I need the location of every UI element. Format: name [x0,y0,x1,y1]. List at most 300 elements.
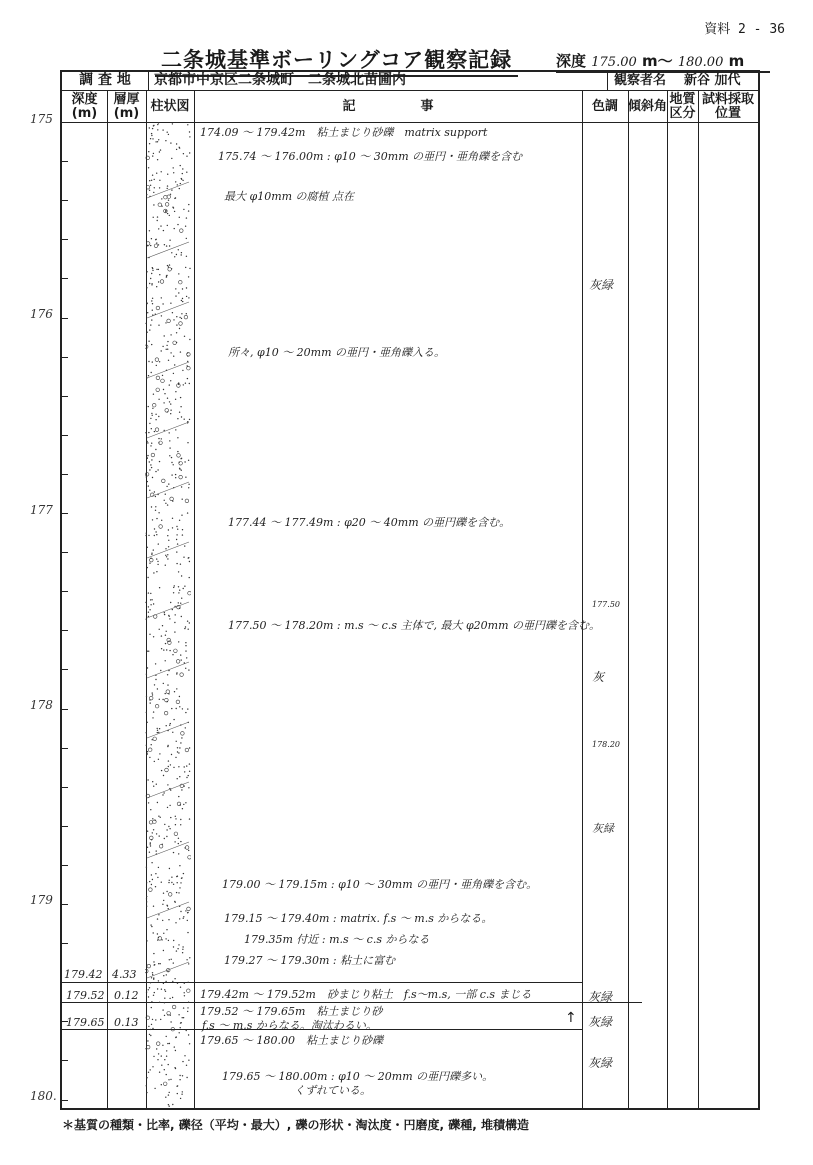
lithology-grain [151,133,152,134]
lithology-grain [182,708,183,709]
lithology-grain [189,1043,190,1044]
lithology-grain [185,383,186,384]
lithology-grain [187,366,191,370]
lithology-grain [148,485,149,486]
lithology-grain [150,324,151,325]
lithology-grain [184,766,185,767]
lithology-grain [151,344,152,345]
lithology-grain [146,901,147,902]
lithology-grain [171,754,172,755]
lithology-grain [172,312,173,313]
layer-thickness-1: 4.33 [112,968,137,981]
lithology-grain [166,974,167,975]
lithology-grain [159,151,160,152]
lithology-grain [151,300,152,301]
lithology-grain [146,896,147,897]
lithology-grain [154,187,155,188]
lithology-grain [185,910,186,911]
lithology-grain [176,741,177,742]
lithology-grain [149,987,150,988]
lithology-grain [164,614,165,615]
lithology-grain [184,995,185,996]
description-line: 179.15 〜 179.40m : matrix. f.s 〜 m.s からなる。 [224,912,493,925]
lithology-grain [159,180,160,181]
lithology-hatch [147,182,189,198]
lithology-grain [181,486,182,487]
lithology-grain [147,455,148,456]
lithology-grain [170,334,171,335]
lithology-grain [155,1019,156,1020]
lithology-grain [188,1002,189,1003]
lithology-grain [146,745,147,746]
description-line: 179.35m 付近 : m.s 〜 c.s からなる [244,933,430,946]
lithology-grain [155,886,156,887]
lithology-grain [162,1045,163,1046]
depth-tick [60,474,68,475]
depth-column-divider [107,90,108,1108]
lithology-grain [184,586,185,587]
lithology-grain [149,180,150,181]
lithology-grain [176,534,177,535]
lithology-grain [188,856,191,860]
lithology-grain [159,753,160,754]
lithology-grain [167,535,168,536]
lithology-grain [151,372,152,373]
lithology-grain [176,892,177,893]
lithology-grain [157,216,158,217]
lithology-grain [174,631,175,632]
lithology-grain [174,691,175,692]
lithology-grain [150,418,151,419]
lithology-grain [175,824,176,825]
margin-depth-176: 176 [30,307,53,321]
lithology-grain [175,399,176,400]
lithology-grain [158,244,159,245]
lithology-grain [176,332,177,333]
lithology-grain [186,287,187,288]
lithology-grain [152,403,156,407]
lithology-grain [184,983,185,984]
lithology-grain [160,149,161,150]
lithology-grain [146,1085,147,1086]
lithology-grain [151,599,152,600]
lithology-grain [172,1005,176,1009]
lithology-grain [168,546,169,547]
lithology-grain [167,195,171,199]
lithology-grain [151,1007,152,1008]
lithology-grain [148,989,149,990]
color-boundary-depth: 178.20 [592,740,620,749]
lithology-grain [164,998,165,999]
lithology-grain [165,698,169,702]
lithology-grain [151,443,152,444]
lithology-grain [161,1065,162,1066]
lithology-grain [178,843,179,844]
lithology-grain [188,204,189,205]
lithology-grain [187,512,188,513]
lithology-grain [147,831,148,832]
lithology-grain [171,189,172,190]
lithology-grain [189,131,190,132]
lithology-grain [161,1084,162,1085]
lithology-grain [173,341,177,345]
lithology-grain [148,341,149,342]
lithology-grain [176,316,177,317]
lithology-grain [175,816,176,817]
lithology-grain [187,352,188,353]
lithology-grain [178,571,179,572]
lithology-grain [182,1061,183,1062]
depth-tick [60,709,68,710]
lithology-grain [157,124,158,125]
depth-label: 深度 [556,52,587,70]
lithology-grain [181,416,182,417]
lithology-grain [182,288,183,289]
lithology-grain [187,1007,188,1008]
lithology-grain [184,628,185,629]
lithology-grain [148,592,149,593]
lithology-grain [170,142,171,143]
lithology-grain [170,303,171,304]
lithology-grain [163,683,164,684]
lithology-grain [187,621,188,622]
lithology-grain [176,673,177,674]
color-boundary-depth: 177.50 [592,600,620,609]
depth-tick [60,630,68,631]
lithology-grain [180,1098,181,1099]
description-line: 179.52 〜 179.65m 粘土まじり砂 [200,1005,383,1018]
lithology-grain [179,706,180,707]
lithology-grain [179,590,180,591]
lithology-grain [167,784,168,785]
lithology-grain [149,757,150,758]
lithology-grain [182,1017,183,1018]
lithology-grain [180,882,181,883]
lithology-grain [188,1060,189,1061]
lithology-grain [175,197,176,198]
lithology-grain [146,242,150,246]
lithology-grain [170,602,171,603]
lithology-grain [158,980,159,981]
lithology-grain [185,626,186,627]
lithology-grain [152,879,153,880]
lithology-grain [175,477,176,478]
lithology-grain [168,1094,169,1095]
description-line: 177.44 〜 177.49m : φ20 〜 40mm の亜円礫を含む。 [228,516,511,529]
lithology-grain [156,239,157,240]
lithology-grain [186,313,187,314]
lithology-grain [180,564,181,565]
lithology-grain [153,217,154,218]
lithology-grain [164,1015,165,1016]
lithology-grain [149,283,150,284]
lithology-grain [186,765,187,766]
lithology-grain [168,919,169,920]
lithology-grain [184,847,185,848]
lithology-grain [172,997,173,998]
layer-boundary-1 [62,982,582,983]
lithology-grain [154,535,155,536]
lithology-grain [164,335,165,336]
lithology-grain [153,572,154,573]
depth-header: 深度 (m) [71,92,98,121]
lithology-grain [188,669,189,670]
lithology-grain [161,379,165,383]
lithology-grain [170,764,171,765]
lithology-grain [164,1059,165,1060]
lithology-grain [162,844,163,845]
lithology-grain [166,1036,167,1037]
lithology-grain [189,419,190,420]
lithology-grain [148,1072,149,1073]
lithology-grain [175,295,176,296]
lithology-grain [171,462,172,463]
lithology-grain [163,389,164,390]
lithology-grain [158,543,159,544]
depth-tick [60,748,68,749]
lithology-grain [153,829,154,830]
lithology-grain [149,461,150,462]
site-label-divider [148,72,149,90]
lithology-grain [158,914,159,915]
lithology-grain [158,325,159,326]
lithology-grain [160,1019,161,1020]
lithology-grain [156,784,157,785]
lithology-grain [179,328,180,329]
observer-divider [607,72,608,90]
lithology-hatch [147,242,189,258]
lithology-grain [174,832,178,836]
lithology-grain [169,384,170,385]
lithology-grain [150,138,151,139]
lithology-grain [169,880,170,881]
lithology-grain [177,529,178,530]
lithology-grain [152,692,153,693]
lithology-grain [175,391,176,392]
lithology-grain [152,361,153,362]
lithology-grain [169,215,170,216]
lithology-grain [160,225,161,226]
lithology-grain [181,575,182,576]
lithology-grain [151,135,152,136]
description-line: f.s 〜 m.s からなる。淘汰わるい。 [202,1019,377,1032]
lithology-grain [188,210,189,211]
lithology-grain [189,577,190,578]
lithology-grain [183,873,184,874]
lithology-grain [167,174,168,175]
lithology-grain [153,906,154,907]
lithology-grain [182,370,183,371]
lithology-grain [185,267,186,268]
lithology-grain [159,699,160,700]
lithology-grain [180,406,181,407]
lithology-grain [147,751,148,752]
dip-header: 傾斜角 [628,99,668,114]
lithology-grain [188,276,189,277]
lithology-grain [177,948,178,949]
lithology-grain [172,1104,173,1105]
lithology-grain [150,702,151,703]
lithology-grain [166,929,167,930]
description-line: くずれている。 [294,1084,371,1097]
lithology-grain [166,905,167,906]
lithology-grain [186,657,187,658]
lithology-grain [155,510,156,511]
margin-depth-179: 179 [30,893,53,907]
lithology-grain [182,298,183,299]
lithology-grain [154,820,155,821]
lithology-grain [171,457,172,458]
lithology-grain [187,355,188,356]
lithology-grain [158,416,159,417]
lithology-grain [157,730,158,731]
description-line: 175.74 〜 176.00m : φ10 〜 30mm の亜円・亜角礫を含む [218,150,523,163]
lithology-grain [151,926,152,927]
lithology-grain [171,882,172,883]
lithology-grain [189,818,190,819]
lithology-grain [159,187,160,188]
lithology-grain [180,673,184,677]
lithology-grain [152,415,153,416]
lithology-grain [151,283,152,284]
lithology-grain [178,944,179,945]
lithology-grain [163,900,164,901]
lithology-grain [153,932,154,933]
lithology-grain [185,477,186,478]
lithology-grain [189,339,190,340]
lithology-grain [169,447,170,448]
depth-tick [60,787,68,788]
lithology-grain [178,292,179,293]
lithology-grain [176,143,177,144]
lithology-grain [165,643,166,644]
lithology-grain [174,841,175,842]
lithology-grain [157,141,158,142]
lithology-grain [147,667,148,668]
lithology-grain [156,173,157,174]
lithology-grain [181,616,182,617]
depth-tick [60,591,68,592]
lithology-grain [172,527,173,528]
lithology-grain [176,688,177,689]
lithology-grain [167,213,168,214]
lithology-grain [145,602,146,603]
lithology-grain [166,345,167,346]
lithology-grain [148,651,149,652]
lithology-grain [171,158,172,159]
lithology-grain [180,654,181,655]
lithology-grain [147,245,148,246]
depth-tick [60,357,68,358]
lithology-grain [145,473,149,477]
lithology-grain [179,1079,180,1080]
lithology-grain [147,779,148,780]
lithology-grain [173,884,174,885]
lithology-grain [148,612,149,613]
lithology-grain [145,432,146,433]
lithology-grain [154,179,155,180]
lithology-grain [146,991,147,992]
lithology-grain [153,204,154,205]
lithology-grain [149,888,153,892]
lithology-grain [165,548,166,549]
lithology-grain [173,356,174,357]
lithology-grain [167,319,171,323]
lithology-grain [156,1042,160,1046]
depth-tick [60,318,68,319]
lithology-grain [184,419,185,420]
lithology-grain [168,908,169,909]
lithology-grain [146,1092,147,1093]
lithology-grain [171,1027,175,1031]
lithology-grain [154,992,155,993]
lithology-grain [164,195,168,199]
lithology-grain [176,700,180,704]
lithology-grain [147,1040,148,1041]
lithology-grain [185,642,186,643]
lithology-grain [151,553,152,554]
lithology-grain [172,981,173,982]
color-column-divider [628,90,629,1108]
lithology-grain [181,1022,182,1023]
lithology-grain [161,1055,162,1056]
lithology-grain [168,200,169,201]
lithology-grain [169,264,170,265]
lithology-grain [158,732,159,733]
lithology-grain [148,1026,149,1027]
lithology-grain [161,939,162,940]
lithology-grain [157,988,158,989]
lithology-grain [151,874,152,875]
lithology-grain [169,401,170,402]
depth-tick [60,239,68,240]
lithology-grain [153,636,154,637]
lithology-grain [149,469,150,470]
lithology-grain [152,303,153,304]
lithology-grain [182,180,183,181]
lithology-grain [158,937,159,938]
lithology-grain [167,558,168,559]
lithology-grain [152,298,153,299]
lithology-grain [159,1072,160,1073]
lithology-grain [153,153,154,154]
lithology-grain [167,674,168,675]
lithology-grain [165,991,166,992]
lithology-grain [175,474,176,475]
description-line: 179.00 〜 179.15m : φ10 〜 30mm の亜円・亜角礫を含む。 [222,878,538,891]
lithology-grain [164,393,165,394]
lithology-grain [150,1069,151,1070]
lithology-grain [146,186,150,190]
lithology-grain [157,918,158,919]
lithology-grain [177,418,178,419]
lithology-grain [160,280,164,284]
lithology-grain [174,978,175,979]
lithology-grain [181,515,182,516]
lithology-grain [183,918,184,919]
lithology-grain [167,398,168,399]
lithology-grain [151,428,152,429]
lithology-grain [166,725,167,726]
layer-depth-1: 179.42 [64,968,103,981]
lithology-grain [156,850,157,851]
lithology-grain [157,877,158,878]
lithology-grain [157,159,158,160]
lithology-grain [166,649,167,650]
lithology-grain [162,129,163,130]
lithology-grain [173,940,174,941]
lithology-grain [175,1050,176,1051]
